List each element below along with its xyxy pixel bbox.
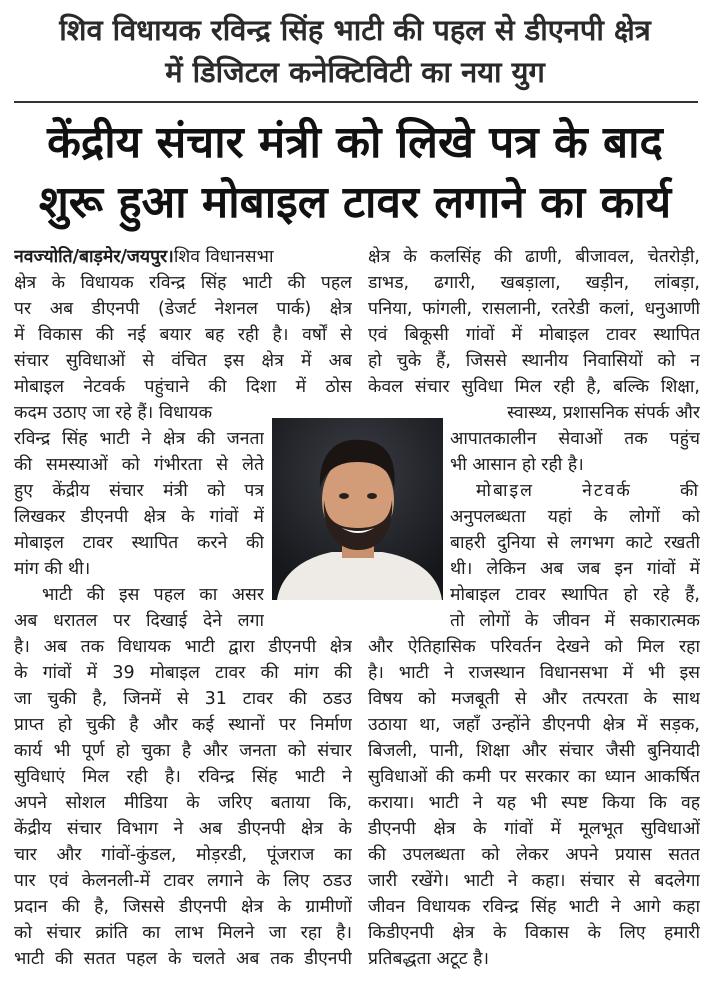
subheadline-line: में डिजिटल कनेक्टिविटी का नया युग <box>165 55 545 89</box>
text-line: भाटी की इस पहल का असर <box>42 585 264 605</box>
text-line: और ऐतिहासिक परिवर्तन देखने को मिल रहा <box>368 637 700 657</box>
text-line: मोबाइल टावर स्थापित करने की <box>14 533 264 553</box>
text-line: मांग की थी। <box>14 559 91 579</box>
text-line: है। भाटी ने राजस्थान विधानसभा में भी इस <box>368 663 700 683</box>
text-line: आपातकालीन सेवाओं तक पहुंच <box>450 429 700 449</box>
portrait-photo <box>272 418 443 600</box>
text-line: के गांवों में 39 मोबाइल टावर की मांग की <box>14 663 352 683</box>
subheadline-line: शिव विधायक रविन्द्र सिंह भाटी की पहल से डीएनपी क्षेत्र <box>59 13 651 47</box>
body-text: शिव विधानसभा <box>173 247 274 267</box>
text-line: मोबाइल नेटवर्क की <box>476 481 700 501</box>
text-line: अपने सोशल मीडिया के जरिए बताया कि, <box>14 793 352 813</box>
text-line: मोबाइल टावर स्थापित हो रहे हैं, <box>450 585 700 605</box>
text-line: डीएनपी क्षेत्र के गांवों में मूलभूत सुविधाओं <box>368 819 700 839</box>
text-line: जा चुकी है, जिनमें से 31 टावर की ठडउ <box>14 689 352 709</box>
text-line: संचार सुविधाओं से वंचित इस क्षेत्र में अब <box>14 351 352 371</box>
text-line: उठाया था, जहाँ उन्होंने डीएनपी क्षेत्र में सड़क, <box>368 715 700 735</box>
text-line: की उपलब्धता को लेकर अपने प्रयास सतत <box>368 845 700 865</box>
text-line: विषय को मजबूती से और तत्परता के साथ <box>368 689 700 709</box>
headline-line: शुरू हुआ मोबाइल टावर लगाने का कार्य <box>38 177 672 228</box>
text-line: कराया। भाटी ने यह भी स्पष्ट किया कि वह <box>368 793 700 813</box>
headline-line: केंद्रीय संचार मंत्री को लिखे पत्र के बाद <box>47 117 663 168</box>
text-line: केंद्रीय संचार विभाग ने अब डीएनपी क्षेत्र के <box>14 819 352 839</box>
text-line: हुए केंद्रीय संचार मंत्री को पत्र <box>14 481 264 501</box>
text-line: अब धरातल पर दिखाई देने लगा <box>14 611 264 631</box>
text-line: बिजली, पानी, शिक्षा और संचार जैसी बुनियादी <box>368 741 700 761</box>
text-line: प्रतिबद्धता अटूट है। <box>368 949 490 969</box>
text-line: प्राप्त हो चुकी है और कई स्थानों पर निर्माण <box>14 715 352 735</box>
text-line: प्रदान की है, जिससे डीएनपी क्षेत्र के ग्रामीणों <box>14 897 352 917</box>
text-line: कदम उठाए जा रहे हैं। विधायक <box>14 403 213 423</box>
text-line: मोबाइल नेटवर्क पहुंचाने की दिशा में ठोस <box>14 377 352 397</box>
text-line: को संचार क्रांति का लाभ मिलने जा रहा है। <box>14 923 352 943</box>
text-line: सुविधाएं मिल रही है। रविन्द्र सिंह भाटी ने <box>14 767 352 787</box>
text-line: डाभड, ढगारी, खबड़ाला, खड़ीन, लांबड़ा, <box>368 273 700 293</box>
text-line: की समस्याओं को गंभीरता से लेते <box>14 455 264 475</box>
text-line: भाटी की सतत पहल के चलते अब तक डीएनपी <box>14 949 352 969</box>
text-line: एवं बिकूसी गांवों में मोबाइल टावर स्थापित <box>368 325 700 345</box>
text-line <box>14 244 352 270</box>
text-line: लिखकर डीएनपी क्षेत्र के गांवों में <box>14 507 264 527</box>
text-line: कार्य भी पूर्ण हो चुका है और जनता को संचार <box>14 741 352 761</box>
text-line: पार एवं केलनली-में टावर लगाने के लिए ठडउ <box>14 871 352 891</box>
text-line: पनिया, फांगली, रासलानी, रतरेडी कलां, धनुआणी <box>368 299 700 319</box>
text-line: किडीएनपी क्षेत्र के विकास के लिए हमारी <box>368 923 700 943</box>
text-line: थी। लेकिन अब जब इन गांवों में <box>450 559 700 579</box>
text-line: क्षेत्र के कलसिंह की ढाणी, बीजावल, चेतरोड़ी, <box>368 247 700 267</box>
text-line: पर अब डीएनपी (डेजर्ट नेशनल पार्क) क्षेत्र <box>14 299 352 319</box>
divider <box>14 101 698 103</box>
dateline: नवज्योति/बाड़मेर/जयपुर। <box>14 247 174 267</box>
text-line: अनुपलब्धता यहां के लोगों को <box>450 507 700 527</box>
text-line: स्वास्थ्य, प्रशासनिक संपर्क और <box>507 403 700 423</box>
text-line: क्षेत्र के विधायक रविन्द्र सिंह भाटी की पहल <box>14 273 352 293</box>
text-line: जीवन विधायक रविन्द्र सिंह भाटी ने आगे कहा <box>368 897 700 917</box>
text-line: सुविधाओं की कमी पर सरकार का ध्यान आकर्षित <box>368 767 700 787</box>
text-line: भी आसान हो रही है। <box>450 455 584 475</box>
text-line: जारी रखेंगे। भाटी ने कहा। संचार से बदलेगा <box>368 871 700 891</box>
text-line: तो लोगों के जीवन में सकारात्मक <box>450 611 700 631</box>
text-line: है। अब तक विधायक भाटी द्वारा डीएनपी क्षेत्र <box>14 637 352 657</box>
text-line: केवल संचार सुविधा मिल रही है, बल्कि शिक्षा, <box>368 377 700 397</box>
text-line: हो चुके हैं, जिससे स्थानीय निवासियों को न <box>368 351 700 371</box>
text-line: रविन्द्र सिंह भाटी ने क्षेत्र की जनता <box>14 429 264 449</box>
text-line: में विकास की नई बयार बह रही है। वर्षों से <box>14 325 352 345</box>
text-line: बाहरी दुनिया से लगभग काटे रखती <box>450 533 700 553</box>
text-line: चार और गांवों-कुंडल, मोड़रडी, पूंजराज का <box>14 845 352 865</box>
